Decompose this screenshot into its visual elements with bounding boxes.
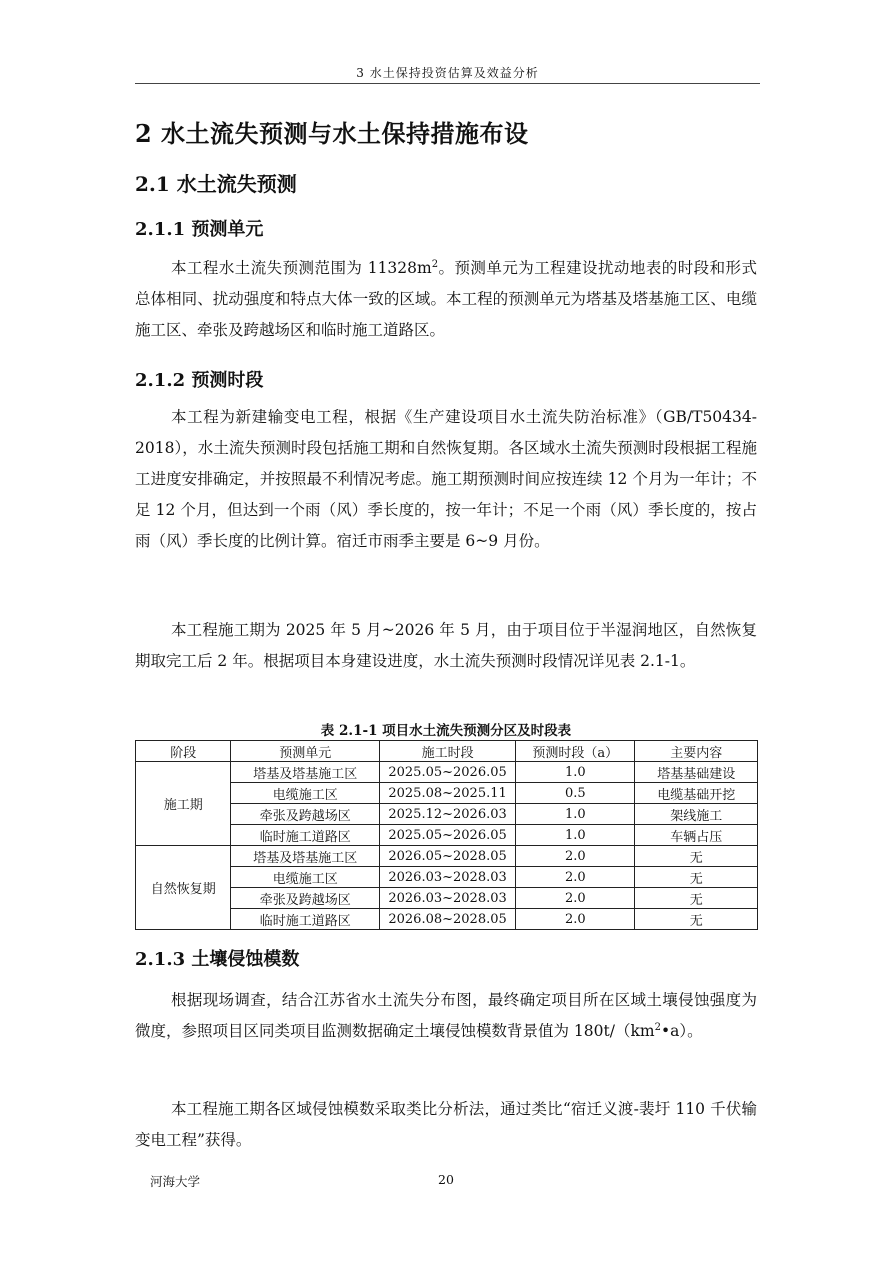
table-cell: 塔基基础建设 xyxy=(635,762,758,783)
table-cell: 2.0 xyxy=(516,867,635,888)
table-cell: 塔基及塔基施工区 xyxy=(231,846,380,867)
table-cell: 0.5 xyxy=(516,783,635,804)
table-cell: 临时施工道路区 xyxy=(231,909,380,930)
table-cell: 2025.05~2026.05 xyxy=(379,762,515,783)
table-cell: 牵张及跨越场区 xyxy=(231,804,380,825)
table-row xyxy=(136,846,758,867)
paragraph-prediction-period: 本工程为新建输变电工程，根据《生产建设项目水土流失防治标准》（GB/T50434-2018），水土流失预测时段包括施工期和自然恢复期。各区域水土流失预测时段根据工程施工进度安排确定，并按照最不利情况考虑。施工期预测时间应按连续 12 个月为一年计；不足 12 个月，但达到一个雨（风）季长度的，按一年计；不足一个雨（风）季长度的，按占雨（风）季长度的比例计算。宿迁市雨季主要是 6~9 月份。 xyxy=(135,408,757,550)
section-heading-2-1: 2.1 水土流失预测 xyxy=(135,172,297,196)
table-cell: 无 xyxy=(635,846,758,867)
running-header: 3 水土保持投资估算及效益分析 xyxy=(356,66,539,80)
page-number: 20 xyxy=(438,1172,454,1187)
table-cell: 电缆施工区 xyxy=(231,867,380,888)
subsection-heading-2-1-3: 2.1.3 土壤侵蚀模数 xyxy=(135,949,300,970)
header-cell: 施工时段 xyxy=(379,741,515,762)
table-row xyxy=(136,762,758,783)
table-cell: 架线施工 xyxy=(635,804,758,825)
stage-cell: 自然恢复期 xyxy=(136,846,231,930)
subsection-heading-2-1-1: 2.1.1 预测单元 xyxy=(135,219,264,240)
header-cell: 预测时段（a） xyxy=(516,741,635,762)
header-cell: 阶段 xyxy=(136,741,231,762)
table-cell: 2025.05~2026.05 xyxy=(379,825,515,846)
table-cell: 2026.08~2028.05 xyxy=(379,909,515,930)
table-caption: 表 2.1-1 项目水土流失预测分区及时段表 xyxy=(320,723,572,739)
table-cell: 临时施工道路区 xyxy=(231,825,380,846)
table-cell: 车辆占压 xyxy=(635,825,758,846)
table-cell: 2.0 xyxy=(516,846,635,867)
table-cell: 牵张及跨越场区 xyxy=(231,888,380,909)
paragraph-erosion-background: 根据现场调查，结合江苏省水土流失分布图，最终确定项目所在区域土壤侵蚀强度为微度，参照项目区同类项目监测数据确定土壤侵蚀模数背景值为 $180t/(km^2•a)$。 xyxy=(135,991,757,1040)
paragraph-construction-period: 本工程施工期为 2025 年 5 月~2026 年 5 月，由于项目位于半湿润地区，自然恢复期取完工后 2 年。根据项目本身建设进度，水土流失预测时段情况详见表 2.1-1。 xyxy=(135,621,757,670)
table-cell: 2.0 xyxy=(516,909,635,930)
table-cell: 2025.12~2026.03 xyxy=(379,804,515,825)
table-cell: 2025.08~2025.11 xyxy=(379,783,515,804)
table-cell: 1.0 xyxy=(516,804,635,825)
table-header-row xyxy=(136,741,758,762)
table-cell: 无 xyxy=(635,867,758,888)
header-rule xyxy=(135,83,760,84)
table-cell: 无 xyxy=(635,888,758,909)
table-cell: 2.0 xyxy=(516,888,635,909)
header-cell: 主要内容 xyxy=(635,741,758,762)
table-cell: 2026.03~2028.03 xyxy=(379,888,515,909)
table-cell: 电缆施工区 xyxy=(231,783,380,804)
table-cell: 电缆基础开挖 xyxy=(635,783,758,804)
footer-institution: 河海大学 xyxy=(150,1174,201,1189)
table-cell: 2026.03~2028.03 xyxy=(379,867,515,888)
table-cell: 无 xyxy=(635,909,758,930)
header-cell: 预测单元 xyxy=(231,741,380,762)
table-cell: 塔基及塔基施工区 xyxy=(231,762,380,783)
subsection-heading-2-1-2: 2.1.2 预测时段 xyxy=(135,370,264,391)
table-cell: 1.0 xyxy=(516,762,635,783)
paragraph-analogy-method: 本工程施工期各区域侵蚀模数采取类比分析法，通过类比“宿迁义渡-裴圩 110 千伏输变电工程”获得。 xyxy=(135,1100,757,1149)
chapter-heading: 2 水土流失预测与水土保持措施布设 xyxy=(135,119,529,148)
table-cell: 2026.05~2028.05 xyxy=(379,846,515,867)
stage-cell: 施工期 xyxy=(136,762,231,846)
table-cell: 1.0 xyxy=(516,825,635,846)
paragraph-prediction-unit: 本工程水土流失预测范围为 $11328m^2$。预测单元为工程建设扰动地表的时段和形式总体相同、扰动强度和特点大体一致的区域。本工程的预测单元为塔基及塔基施工区、电缆施工区、牵张及跨越场区和临时施工道路区。 xyxy=(135,258,757,339)
prediction-period-table xyxy=(135,740,758,930)
